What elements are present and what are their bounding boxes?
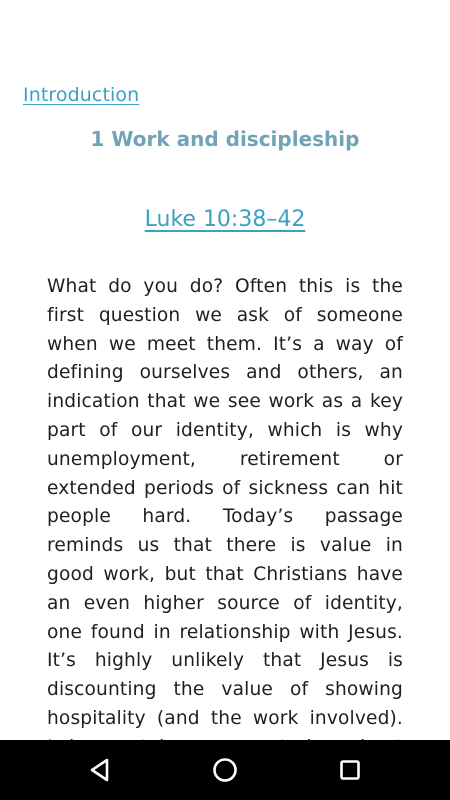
introduction-link[interactable]: Introduction (23, 84, 140, 106)
chapter-title: 1 Work and discipleship (90, 127, 360, 151)
recents-square-icon (338, 758, 362, 782)
devotional-body-text: What do you do? Often this is the first question we ask of someone when we meet them. It’s a way of defining ourselves and others, an indication that we see work as a key part of our identity, which is why unemployment, retirement or extended periods of sickness can hit people hard. Today’s passage reminds us that there is value in good work, but that Christians have an even higher source of identity, one found in relationship with Jesus. It’s highly unlikely that Jesus is discounting the value of showing hospitality (and the work involved). (47, 276, 403, 729)
back-triangle-icon (87, 757, 113, 783)
scripture-passage-link[interactable]: Luke 10:38–42 (144, 207, 306, 232)
home-button[interactable] (195, 740, 255, 800)
back-button[interactable] (70, 740, 130, 800)
system-navigation-bar (0, 740, 450, 800)
home-circle-icon (211, 756, 239, 784)
recents-button[interactable] (320, 740, 380, 800)
